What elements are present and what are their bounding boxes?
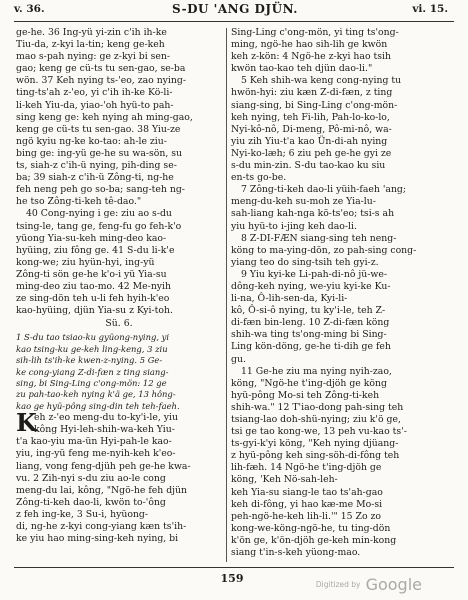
line-text: keh nying, teh Fi-lih, Pah-lo-ko-lo,: [231, 111, 390, 123]
text-line: [231, 474, 450, 486]
line-text: tsi ge tao kong-we, 13 peh vu-kao ts'-: [231, 426, 407, 438]
line-text: ting-ts'ah z-'eo, yi c'ih ih-ke Kö-li-: [16, 87, 173, 99]
text-line: [231, 462, 450, 474]
line-text: Zông-ti-keh dao-li, kwön to-'ông: [16, 496, 166, 508]
line-text: yüong Yia-su-keh ming-deo kao-: [16, 232, 167, 244]
text-line: [16, 208, 222, 220]
text-line: [231, 281, 450, 293]
line-text: sih-lih ts'ih-ke kwen-z-nying. 5 Ge-: [16, 355, 163, 366]
line-text: Zông-ti sön ge-he k'o-i yü Yia-su: [16, 268, 167, 280]
line-text: keh Yia-su siang-le tao ts'ah-gao: [231, 486, 383, 498]
line-text: gao; keng ge cü-ts tu sen-gao, se-ba: [16, 63, 186, 75]
line-text: yiu hyü-to i-jing keh dao-li.: [231, 220, 357, 232]
text-line: [231, 208, 450, 220]
line-text: Sü. 6.: [105, 318, 133, 330]
text-line: [231, 547, 450, 559]
text-line: [16, 436, 222, 448]
line-text: eh z-'eo meng-du to-ky'i-le, yiu: [34, 412, 179, 424]
line-text: s-du min-zin. S-du tao-kao ku siu: [231, 160, 386, 172]
text-line: [231, 305, 450, 317]
text-line: [231, 535, 450, 547]
line-text: li-na, Ô-lih-sen-da, Kyi-li-: [231, 293, 348, 305]
line-text: hyüing, ziu fông ge. 41 S-du li-k'e: [16, 244, 175, 256]
text-line: [16, 305, 222, 317]
line-text: wön. 37 Keh nying ts-'eo, zao nying-: [16, 75, 186, 87]
line-text: ming, ngö-he hao sih-lih ge kwön: [231, 39, 388, 51]
digitized-watermark: [316, 574, 422, 594]
text-line: [16, 473, 222, 485]
line-text: kao ge hyü-pông sing-din teh teh-faeh.: [16, 400, 180, 411]
line-text: sing keng ge: keh nying ah ming-gao,: [16, 111, 193, 123]
text-line: [16, 424, 222, 436]
line-text: kông Hyi-leh-shih-wa-keh Yiu-: [34, 424, 175, 436]
text-line: [231, 402, 450, 414]
line-text: ming-deo ziu tao-mo. 42 Me-nyih: [16, 280, 172, 292]
chapter-summary-line: [16, 332, 222, 343]
text-line: [16, 257, 222, 269]
text-line: [16, 160, 222, 172]
line-text: siang t'in-s-keh yüong-mao.: [231, 547, 361, 559]
line-text: di, ng-he z-kyi cong-yiang kæn ts'ih-: [16, 521, 187, 533]
line-text: sing, bi Sing-Ling c'ong-mön: 12 ge: [16, 377, 167, 388]
line-text: 9 Yiu kyi-ke Li-pah-di-nô jü-we-: [241, 268, 387, 280]
text-line: [16, 112, 222, 124]
line-text: yiu zih Yiu-t'a kao Ün-di-ah nying: [231, 135, 388, 147]
text-line: [16, 533, 222, 545]
line-text: köng to ma-ying-dön, zo pah-sing cong-: [231, 244, 417, 256]
text-line: [16, 148, 222, 160]
text-line: [231, 245, 450, 257]
line-text: kwön tao-kao teh djün dao-li.": [231, 63, 373, 75]
section-heading: [16, 317, 222, 332]
text-line: [16, 75, 222, 87]
text-line: [16, 51, 222, 63]
line-text: Ling kön-döng, ge-he ti-dih ge feh: [231, 341, 391, 353]
text-line: [231, 148, 450, 160]
text-line: [231, 27, 450, 39]
line-text: ge-he. 36 Ing-yü yi-zin c'ih ih-ke: [16, 27, 167, 38]
line-text: k'ön ge, k'ön-djöh ge-keh min-kong: [231, 534, 397, 546]
text-line: [16, 39, 222, 51]
line-text: z feh ing-ke, 3 Su-i, hyüong-: [16, 508, 148, 520]
line-text: yiu, ing-yü feng me-nyih-keh k'eo-: [16, 448, 176, 460]
line-text: vu. 2 Zih-nyi s-du ziu ao-le cong: [16, 472, 166, 484]
text-line: [231, 112, 450, 124]
text-line: [231, 523, 450, 535]
text-line: [231, 75, 450, 87]
text-line: [231, 184, 450, 196]
chapter-summary-line: [16, 367, 222, 378]
line-text: siang-sing, bi Sing-Ling c'ong-mön-: [231, 99, 398, 111]
text-line: [16, 448, 222, 460]
text-line: [231, 426, 450, 438]
line-text: meng-du lai, kông, "Ngö-he feh djün: [16, 484, 188, 496]
column-divider: [226, 28, 227, 562]
text-line: [16, 221, 222, 233]
text-line: [231, 341, 450, 353]
line-text: shih-wa." 12 T'iao-dong pah-sing teh: [231, 401, 404, 413]
page-number: 159: [220, 572, 244, 585]
text-line: [16, 521, 222, 533]
text-line: [231, 39, 450, 51]
line-text: dông-keh nying, we-yiu kyi-ke Ku-: [231, 280, 391, 292]
line-text: ze sing-dön teh u-li feh hyih-k'eo: [16, 293, 170, 305]
text-line: [231, 269, 450, 281]
line-text: t'a kao-yiu ma-ün Hyi-pah-le kao-: [16, 436, 172, 448]
chapter-summary-line: [16, 355, 222, 366]
line-text: meng-du-keh su-moh ze Yia-lu-: [231, 196, 376, 208]
text-line: [231, 160, 450, 172]
line-text: kao tsing-ku ge-keh ling-keng, 3 ziu: [16, 343, 168, 354]
line-text: z hyü-pông keh sing-söh-di-fông teh: [231, 450, 400, 462]
line-text: he tso Zông-ti-keh tê-dao.": [16, 196, 142, 208]
text-line: [16, 485, 222, 497]
line-text: feh neng peh go so-ba; sang-teh ng-: [16, 184, 185, 196]
text-line: [16, 245, 222, 257]
line-text: kong-we; ziu hyün-hyi, ing-yü: [16, 256, 155, 268]
line-text: peh-ngö-he-keh lih-li.'" 15 Zo zo: [231, 510, 382, 522]
line-text: en-ts go-be.: [231, 172, 287, 184]
line-text: lih-fæh. 14 Ngö-he t'ing-djöh ge: [231, 462, 382, 474]
line-text: ngö kyiu ng-ke ko-tao: ah-le ziu-: [16, 135, 167, 147]
text-line: [231, 438, 450, 450]
text-line: [231, 487, 450, 499]
text-line: [231, 100, 450, 112]
left-column: [16, 27, 222, 545]
line-text: di-fæn bin-leng. 10 Z-di-fæn köng: [231, 317, 390, 329]
line-text: keh z-kön: 4 Ngö-he z-kyi hao tsih: [231, 51, 391, 63]
text-line: [16, 233, 222, 245]
text-line: [231, 87, 450, 99]
right-column: [231, 27, 450, 559]
line-text: 7 Zông-ti-keh dao-li yüih-faeh 'ang;: [241, 184, 407, 196]
line-text: liang, vong feng-djüh peh ge-he kwa-: [16, 460, 191, 472]
line-text: keng ge cü-ts tu sen-gao. 38 Yiu-ze: [16, 123, 181, 135]
line-text: köng, 'Keh Nö-sah-leh-: [231, 474, 338, 486]
line-text: keh di-fông, yi hao kæ-me Mo-si: [231, 498, 383, 510]
line-text: kao-hyüing, djün Yia-su z Kyi-toh.: [16, 305, 173, 317]
line-text: hyü-pông Mo-si teh Zông-ti-keh: [231, 389, 380, 401]
text-line: [231, 196, 450, 208]
line-text: shih-wa ting ts'ong-ming bi Sing-: [231, 329, 387, 341]
drop-cap: K: [16, 408, 37, 438]
line-text: ba; 39 siah-z c'ih-ü Zông-ti, ng-he: [16, 172, 174, 184]
line-text: mao s-pah nying: ge z-kyi bi sen-: [16, 51, 171, 63]
text-line: [16, 100, 222, 112]
watermark-prefix: Digitized by: [315, 580, 361, 589]
line-text: hwön-hyi: ziu kæn Z-di-fæn, z ting: [231, 87, 393, 99]
text-line: [231, 499, 450, 511]
text-line: [16, 136, 222, 148]
line-text: li-keh Yiu-da, yiao-'oh hyü-to pah-: [16, 99, 174, 111]
text-line: [16, 269, 222, 281]
line-text: tsing-le, tang ge, feng-fu go feh-k'o: [16, 220, 182, 232]
text-line: [16, 172, 222, 184]
chapter-summary-line: [16, 344, 222, 355]
text-line: [231, 124, 450, 136]
text-line: [231, 354, 450, 366]
text-line: [16, 281, 222, 293]
line-text: Tiu-da, z-kyi la-tin; keng ge-keh: [16, 39, 165, 51]
line-text: 5 Keh shih-wa keng cong-nying tu: [241, 75, 402, 87]
line-text: kô, Ô-si-ô nying, tu ky'i-le, teh Z-: [231, 305, 386, 317]
text-line: [231, 172, 450, 184]
line-text: Sing-Ling c'ong-mön, yi ting ts'ong-: [231, 27, 399, 38]
text-line: [16, 27, 222, 39]
text-line: [231, 63, 450, 75]
line-text: 8 Z-DI-FÆN siang-sing teh neng-: [241, 232, 397, 244]
text-line: [16, 124, 222, 136]
text-line: [16, 461, 222, 473]
text-line: [231, 221, 450, 233]
line-text: 40 Cong-nying i ge: ziu ao s-du: [26, 208, 172, 220]
text-line: [16, 293, 222, 305]
line-text: ts, siah-z c'ih-ü nying, pih-ding se-: [16, 160, 177, 172]
text-line: [231, 366, 450, 378]
footer-rule: [14, 567, 454, 568]
text-line: [16, 509, 222, 521]
line-text: Nyi-ko-læh; 6 ziu peh ge-he gyi ze: [231, 147, 392, 159]
chapter-summary-line: [16, 378, 222, 389]
text-line: [231, 511, 450, 523]
chapter-summary-line: [16, 389, 222, 400]
line-text: gu.: [231, 353, 246, 365]
line-text: bing ge: ing-yü ge-he su wa-sön, su: [16, 147, 183, 159]
text-line: [231, 293, 450, 305]
text-line: [231, 450, 450, 462]
watermark-brand: Google: [365, 575, 422, 594]
line-text: köng, "Ngö-he t'ing-djöh ge köng: [231, 377, 387, 389]
line-text: ke yiu hao ming-sing-keh nying, bi: [16, 533, 179, 545]
text-line: [231, 136, 450, 148]
text-line: [16, 63, 222, 75]
text-line: [231, 233, 450, 245]
running-header-left: v. 36.: [14, 3, 45, 15]
line-text: Nyi-kô-nô, Di-meng, Pô-mi-nô, wa-: [231, 123, 392, 135]
text-line: [16, 196, 222, 208]
text-line: [231, 378, 450, 390]
text-line: [231, 414, 450, 426]
running-header-right: vi. 15.: [412, 3, 448, 15]
line-text: zu pah-tao-keh nying k'ä ge, 13 hông-: [16, 389, 176, 400]
line-text: ts-gyi-k'yi köng, "Keh nying djüang-: [231, 438, 399, 450]
line-text: 11 Ge-he ziu ma nying nyih-zao,: [241, 365, 392, 377]
header-rule: [14, 21, 454, 22]
text-line: [16, 87, 222, 99]
line-text: 1 S-du tao tsiao-ku gyüong-nying, yi: [16, 332, 170, 343]
text-line: [231, 329, 450, 341]
line-text: kong-we-köng-ngö-he, tu ting-dön: [231, 522, 391, 534]
text-line: [16, 184, 222, 196]
text-line: [16, 497, 222, 509]
running-header-title: S-DU 'ANG DJÜN.: [172, 2, 298, 16]
line-text: tsiang-lao doh-shü-nying; ziu k'ö ge,: [231, 414, 401, 425]
text-line: [231, 390, 450, 402]
text-line: [231, 257, 450, 269]
line-text: sah-liang kah-nga kö-ts'eo; tsi-s ah: [231, 208, 395, 220]
text-line: [231, 51, 450, 63]
line-text: ke cong-yiang Z-di-fæn z ting siang-: [16, 366, 169, 377]
chapter-summary-line: [16, 401, 222, 412]
line-text: yiang teo do sing-tsih teh gyi-z.: [231, 256, 379, 268]
text-line: [231, 317, 450, 329]
